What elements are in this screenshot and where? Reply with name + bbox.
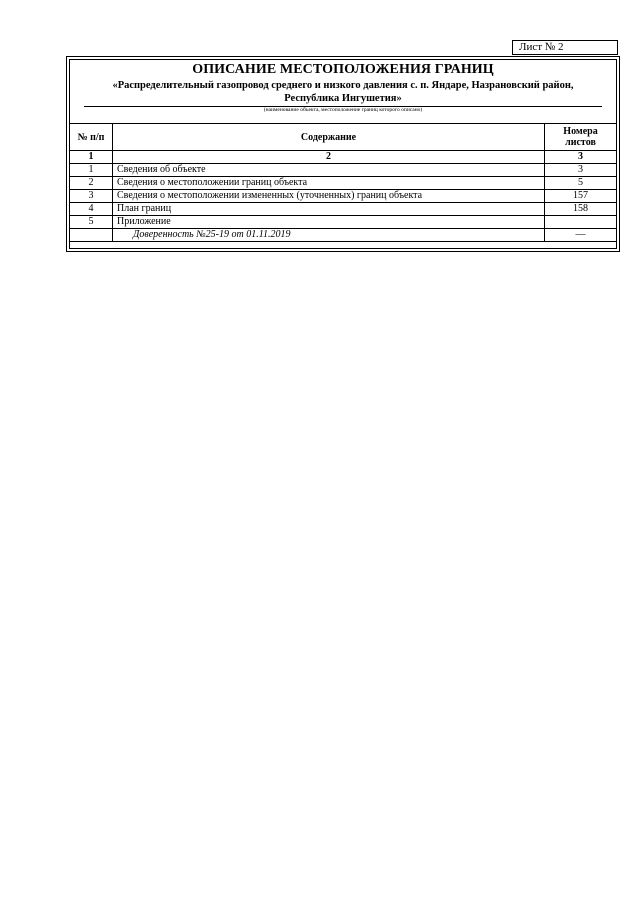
row-content: Сведения об объекте bbox=[113, 164, 545, 177]
appendix-pages: — bbox=[545, 229, 617, 242]
column-number-row bbox=[70, 151, 617, 164]
header-num: № п/п bbox=[70, 124, 113, 151]
column-number: 3 bbox=[545, 151, 617, 164]
document-frame bbox=[66, 56, 620, 252]
table-row bbox=[70, 190, 617, 203]
table-row bbox=[70, 216, 617, 229]
row-pages: 157 bbox=[545, 190, 617, 203]
row-content: Сведения о местоположении измененных (уточненных) границ объекта bbox=[113, 190, 545, 203]
row-content: Сведения о местоположении границ объекта bbox=[113, 177, 545, 190]
sheet-number-label: Лист № 2 bbox=[519, 41, 564, 53]
appendix-num bbox=[70, 229, 113, 242]
row-content: План границ bbox=[113, 203, 545, 216]
sheet-number-box bbox=[512, 40, 618, 55]
header-content: Содержание bbox=[113, 124, 545, 151]
row-pages: 3 bbox=[545, 164, 617, 177]
row-num: 4 bbox=[70, 203, 113, 216]
appendix-content: Доверенность №25-19 от 01.11.2019 bbox=[113, 229, 545, 242]
table-row bbox=[70, 164, 617, 177]
row-num: 2 bbox=[70, 177, 113, 190]
contents-table bbox=[69, 123, 617, 242]
row-num: 1 bbox=[70, 164, 113, 177]
column-number: 2 bbox=[113, 151, 545, 164]
table-row bbox=[70, 177, 617, 190]
table-header-row bbox=[70, 124, 617, 151]
header-pages: Номера листов bbox=[545, 124, 617, 151]
table-row bbox=[70, 203, 617, 216]
row-pages: 158 bbox=[545, 203, 617, 216]
row-pages: 5 bbox=[545, 177, 617, 190]
row-content: Приложение bbox=[113, 216, 545, 229]
object-name: «Распределительный газопровод среднего и низкого давления с. п. Яндаре, Назрановский район, Республика Ингушетия» bbox=[112, 80, 574, 104]
column-number: 1 bbox=[70, 151, 113, 164]
document-title: ОПИСАНИЕ МЕСТОПОЛОЖЕНИЯ ГРАНИЦ bbox=[192, 62, 494, 77]
document-inner-frame bbox=[69, 59, 617, 249]
row-num: 5 bbox=[70, 216, 113, 229]
appendix-row bbox=[70, 229, 617, 242]
row-pages bbox=[545, 216, 617, 229]
object-name-caption: (наименование объекта, местоположение границ которого описано) bbox=[263, 107, 423, 113]
row-num: 3 bbox=[70, 190, 113, 203]
